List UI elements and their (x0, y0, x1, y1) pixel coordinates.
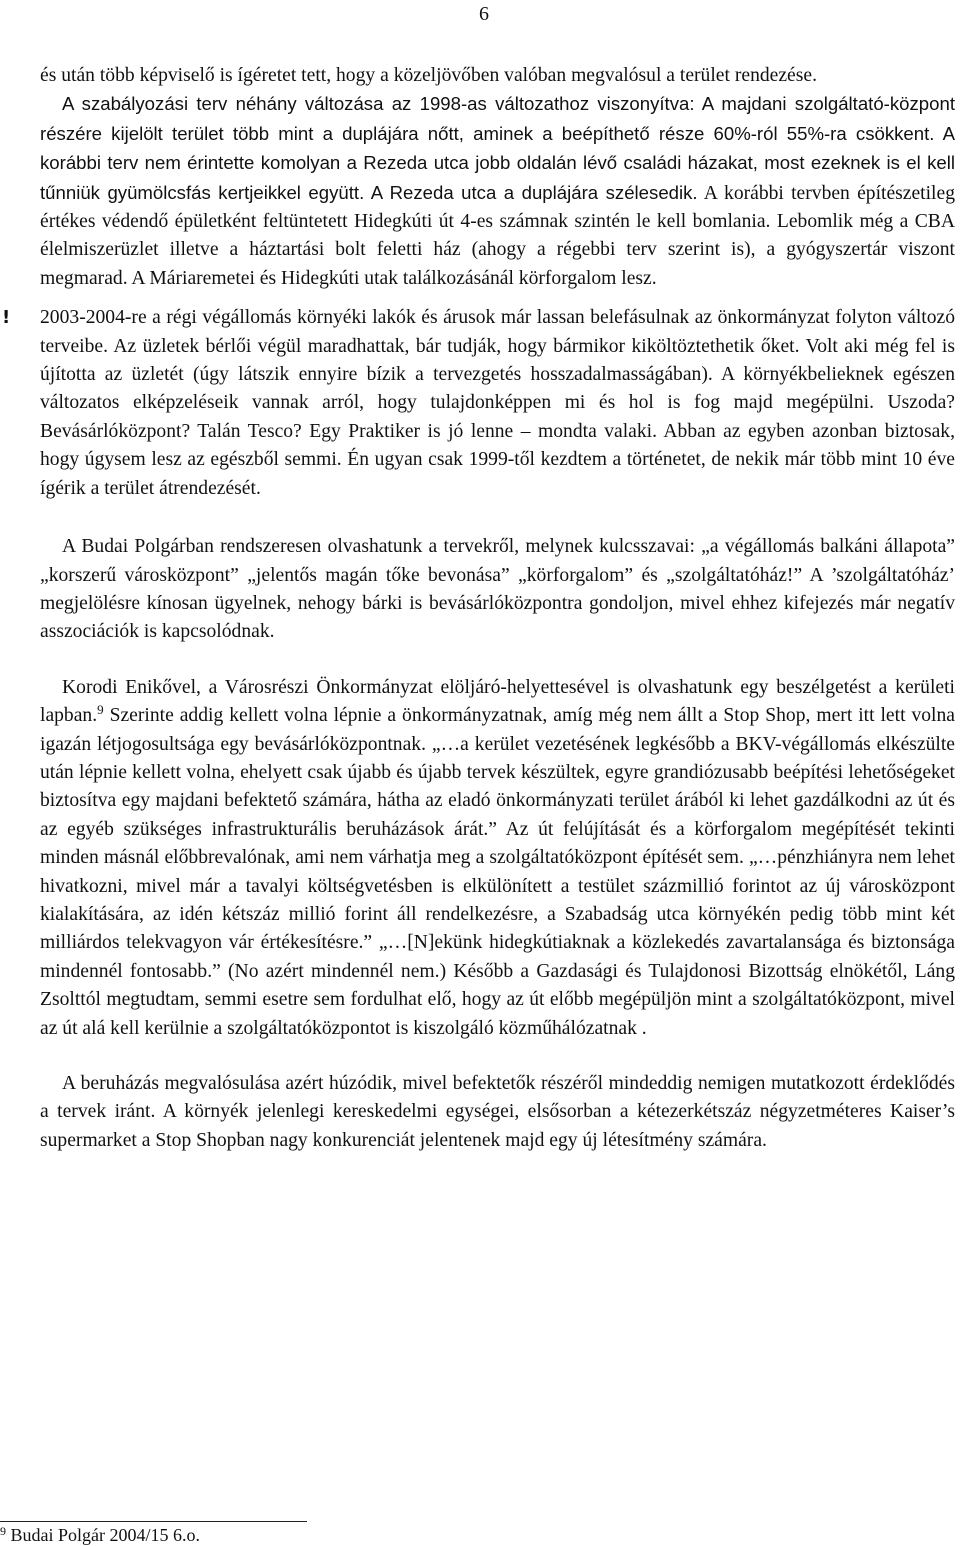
footnote-separator (0, 1521, 307, 1522)
page-number: 6 (479, 3, 489, 25)
paragraph-korodi-part-a: Korodi Enikővel, a Városrészi Önkormányzat elöljáró-helyettesével is olvashatunk egy beszélgetést a kerületi lapban. (40, 676, 955, 727)
paragraph-budai-polgar: A Budai Polgárban rendszeresen olvashatunk a tervekről, melynek kulcsszavai: „a végállomás balkáni állapota” „korszerű városközpont” „jelentős magán tőke bevonása” „körforgalom” és „szolgáltatóház!” A ’szolgáltatóház’ megjelölésre kínosan ügyelnek, nehogy bárki is bevásárlóközpontra gondoljon, mivel ehhez kifejezés már negatív asszociációk is kapcsolódnak. (40, 536, 955, 643)
exclamation-bullet-icon: ! (2, 307, 11, 329)
bullet-paragraph-text: 2003-2004-re a régi végállomás környéki lakók és árusok már lassan belefásulnak az önkormányzat folyton változó terveibe. Az üzletek bérlői végül maradhattak, bár tudják, hogy bármikor kiköltöztethetik őket. Volt aki még fel is újította az üzletét (úgy látszik ennyire bízik a tervezgetés hosszadalmasságában). A környékbelieknek egészen változatos elképzeléseik vannak arról, hogy tulajdonképpen mi és hol is fog majd megépülni. Uszoda? Bevásárlóközpont? Talán Tesco? Egy Praktiker is jó lenne – mondta valaki. Abban az egyben azonban biztosak, hogy úgysem lesz az egészből semmi. Én ugyan csak 1999-től kezdtem a történetet, de nekik már több mint 10 éve ígérik a terület átrendezését. (40, 307, 955, 499)
paragraph-investment: A beruházás megvalósulása azért húzódik, mivel befektetők részéről mindeddig nemigen mutatkozott érdeklődés a tervek iránt. A környék jelenlegi kereskedelmi egységei, elsősorban a kétezerkétszáz négyzetméteres Kaiser’s supermarket a Stop Shopban nagy konkurenciát jelentenek majd egy új létesítmény számára. (40, 1073, 955, 1151)
footnote-reference[interactable]: 9 (97, 702, 104, 718)
document-body (2, 62, 955, 1155)
paragraph-korodi-eniko (40, 674, 955, 1043)
footnote-mark: 9 (0, 1524, 6, 1538)
paragraph-intro-continuation: és után több képviselő is ígéretet tett, hogy a közeljövőben valóban megvalósul a terület rendezése. (40, 65, 817, 86)
paragraph-regulation-plan (40, 90, 955, 293)
paragraph-regulation-plan-rest: A korábbi tervben építészetileg értékes védendő épületként feltüntetett Hidegkúti út 4-es számnak szintén le kell bomlania. Lebomlik még a CBA élelmiszerüzlet illetve a háztartási bolt feletti ház (ahogy a régebbi terv szerint is), a gyógyszertár viszont megmarad. A Máriaremetei és Hidegkúti utak találkozásánál körforgalom lesz. (40, 182, 955, 289)
footnote (0, 1524, 200, 1546)
paragraph-korodi-part-b: Szerinte addig kellett volna lépnie a önkormányzatnak, amíg még nem állt a Stop Shop, mert itt lett volna igazán létjogosultsága egy bevásárlóközpontnak. „…a kerület vezetésének legkésőbb a BKV-végállomás elkészülte után lépnie kellett volna, ehelyett csak újabb és újabb tervek készültek, egyre grandiózusabb beépítési lehetőségeket biztosítva egy majdani befektető számára, hátha az eladó önkormányzati terület árából ki lehet gazdálkodni az út és az egyéb szükséges infrastrukturális beruházások árát.” Az út felújítását és a körforgalom megépítését tekinti minden másnál előbbrevalónak, ami nem várhatja meg a szolgáltatóközpont építését sem. „…pénzhiányra nem lehet hivatkozni, mivel már a tavalyi költségvetésben is elkülönített a testület százmillió forintot az új városközpont kialakítására, az idén kétszáz millió forint áll rendelkezésre, a Szabadság utca környékén pedig több mint két milliárdos telekvagyon vár értékesítésre.” „…[N]ekünk hidegkútiaknak a közlekedés zavartalansága és biztonsága mindennél fontosabb.” (No azért mindennél nem.) Később a Gazdasági és Tulajdonosi Bizottság elnökétől, Láng Zsolttól megtudtam, semmi esetre sem fordulhat elő, hogy az út előbb megépüljön mint a szolgáltatóközpont, mivel az út alá kell kerülnie a szolgáltatóközpontot is kiszolgáló közműhálózatnak . (40, 705, 955, 1039)
paragraph-regulation-plan-sans-part: A szabályozási terv néhány változása az 1998-as változathoz viszonyítva: A majdani szolgáltató-központ részére kijelölt terület több mint a duplájára nőtt, aminek a beépíthető része 60%-ról 55%-ra csökkent. A korábbi terv nem érintette komolyan a Rezeda utca jobb oldalán lévő családi házakat, most ezeknek is el kell tűnniük gyümölcsfás kertjeikkel együtt. A Rezeda utca a duplájára szélesedik. (40, 93, 955, 203)
footnote-text: Budai Polgár 2004/15 6.o. (6, 1525, 200, 1545)
bullet-paragraph-2003-2004 (2, 304, 955, 503)
